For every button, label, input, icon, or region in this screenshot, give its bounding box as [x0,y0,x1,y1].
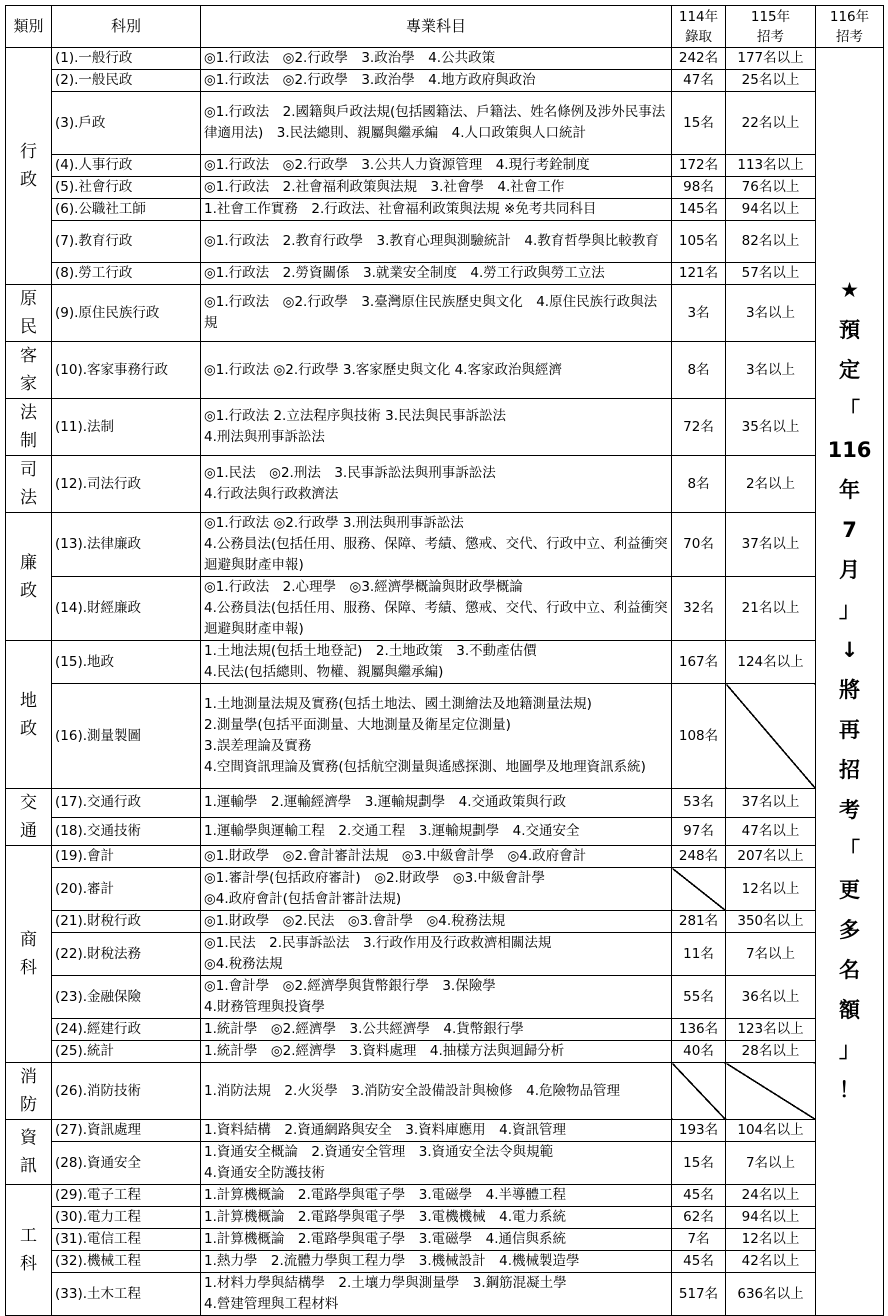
note-char: 」 [839,1038,860,1062]
department-cell: (18).交通技術 [52,817,201,846]
table-row [6,513,884,577]
note-char: 再 [839,718,860,742]
recruit-115-cell: 113名以上 [726,155,816,177]
department-cell: (20).審計 [52,868,201,911]
note-char: 定 [839,358,860,382]
category-label: 原民 [20,289,37,337]
table-row [6,684,884,789]
department-cell: (1).一般行政 [52,48,201,70]
admitted-114-cell: 193名 [672,1120,726,1142]
subjects-cell: 1.運輸學 2.運輸經濟學 3.運輸規劃學 4.交通政策與行政 [201,789,672,818]
department-cell: (17).交通行政 [52,789,201,818]
recruit-115-cell: 636名以上 [726,1273,816,1316]
department-cell: (13).法律廉政 [52,513,201,577]
table-row [6,155,884,177]
category-cell [6,456,52,513]
note-char: ★ [840,278,859,302]
recruit-115-cell: 124名以上 [726,641,816,684]
subjects-cell: 1.計算機概論 2.電路學與電子學 3.電磁學 4.半導體工程 [201,1185,672,1207]
department-cell: (2).一般民政 [52,70,201,92]
admitted-114-cell: 8名 [672,342,726,399]
table-row [6,1251,884,1273]
note-char: ！ [839,1078,860,1102]
note-char: 「 [839,838,860,862]
table-row [6,1273,884,1316]
subjects-cell: 1.統計學 ◎2.經濟學 3.公共經濟學 4.貨幣銀行學 [201,1019,672,1041]
recruit-115-cell: 22名以上 [726,92,816,155]
admitted-114-cell: 15名 [672,1142,726,1185]
header-114-line2: 錄取 [685,28,712,45]
table-row [6,976,884,1019]
header-116 [816,6,884,48]
department-cell: (5).社會行政 [52,177,201,199]
note-char: 額 [839,998,860,1022]
header-category: 類別 [6,6,52,48]
note-char: 年 [839,478,860,502]
subjects-cell: ◎1.行政法 2.勞資關係 3.就業安全制度 4.勞工行政與勞工立法 [201,263,672,285]
subjects-cell: ◎1.會計學 ◎2.經濟學與貨幣銀行學 3.保險學 4.財務管理與投資學 [201,976,672,1019]
department-cell: (11).法制 [52,399,201,456]
department-cell: (4).人事行政 [52,155,201,177]
note-char: 名 [839,958,860,982]
admitted-114-cell: 121名 [672,263,726,285]
department-cell: (32).機械工程 [52,1251,201,1273]
admitted-114-cell: 72名 [672,399,726,456]
header-116-line1: 116年 [829,8,870,25]
recruit-115-cell: 123名以上 [726,1019,816,1041]
header-department: 科別 [52,6,201,48]
recruit-115-cell: 37名以上 [726,789,816,818]
department-cell: (3).戶政 [52,92,201,155]
table-row [6,911,884,933]
category-label: 行政 [20,142,37,190]
department-cell: (24).經建行政 [52,1019,201,1041]
admitted-114-cell: 40名 [672,1041,726,1063]
department-cell: (29).電子工程 [52,1185,201,1207]
subjects-cell: 1.運輸學與運輸工程 2.交通工程 3.運輸規劃學 4.交通安全 [201,817,672,846]
admitted-114-cell: 70名 [672,513,726,577]
admitted-114-cell: 45名 [672,1185,726,1207]
department-cell: (8).勞工行政 [52,263,201,285]
subjects-cell: ◎1.行政法 ◎2.行政學 3.刑法與刑事訴訟法 4.公務員法(包括任用、服務、保障、考績、懲戒、交代、行政中立、利益衝突迴避與財產申報) [201,513,672,577]
admitted-114-cell: 11名 [672,933,726,976]
table-row [6,285,884,342]
subjects-cell: ◎1.行政法 ◎2.行政學 3.客家歷史與文化 4.客家政治與經濟 [201,342,672,399]
admitted-114-cell: 172名 [672,155,726,177]
subjects-cell: ◎1.民法 ◎2.刑法 3.民事訴訟法與刑事訴訟法 4.行政法與行政救濟法 [201,456,672,513]
header-115-line1: 115年 [750,8,791,25]
admitted-114-cell: 8名 [672,456,726,513]
category-label: 消防 [20,1067,37,1115]
table-row [6,1207,884,1229]
subjects-cell: 1.土地測量法規及實務(包括土地法、國土測繪法及地籍測量法規) 2.測量學(包括平面測量、大地測量及衛星定位測量) 3.誤差理論及實務 4.空間資訊理論及實務(包括航空測量與遙感探測、地圖學及地理資訊系統) [201,684,672,789]
admitted-114-cell: 242名 [672,48,726,70]
admitted-114-cell: 53名 [672,789,726,818]
admitted-114-cell: 136名 [672,1019,726,1041]
recruit-115-cell: 7名以上 [726,1142,816,1185]
note-char: 招 [839,758,860,782]
subjects-cell: 1.計算機概論 2.電路學與電子學 3.電磁學 4.通信與系統 [201,1229,672,1251]
admitted-114-cell: 97名 [672,817,726,846]
table-row [6,817,884,846]
subjects-cell: ◎1.行政法 ◎2.行政學 3.臺灣原住民族歷史與文化 4.原住民族行政與法規 [201,285,672,342]
subjects-cell: 1.熱力學 2.流體力學與工程力學 3.機械設計 4.機械製造學 [201,1251,672,1273]
table-row [6,868,884,911]
department-cell: (30).電力工程 [52,1207,201,1229]
category-cell [6,846,52,1063]
admitted-114-cell: 517名 [672,1273,726,1316]
note-116-cell [816,48,884,1316]
recruit-115-cell: 207名以上 [726,846,816,868]
recruit-115-cell: 7名以上 [726,933,816,976]
subjects-cell: ◎1.行政法 2.教育行政學 3.教育心理與測驗統計 4.教育哲學與比較教育 [201,221,672,263]
note-char: 預 [839,318,860,342]
table-row [6,48,884,70]
recruit-115-cell: 24名以上 [726,1185,816,1207]
table-row [6,1185,884,1207]
admitted-114-cell: 15名 [672,92,726,155]
department-cell: (26).消防技術 [52,1063,201,1120]
subjects-cell: 1.統計學 ◎2.經濟學 3.資料處理 4.抽樣方法與迴歸分析 [201,1041,672,1063]
department-cell: (25).統計 [52,1041,201,1063]
recruit-115-empty [726,684,816,789]
recruit-115-cell: 94名以上 [726,199,816,221]
category-label: 法制 [20,403,37,451]
header-115 [726,6,816,48]
category-cell [6,1063,52,1120]
category-cell [6,342,52,399]
table-row [6,92,884,155]
table-row [6,1063,884,1120]
subjects-cell: 1.社會工作實務 2.行政法、社會福利政策與法規 ※免考共同科目 [201,199,672,221]
category-label: 商科 [20,930,37,978]
note-char: 「 [839,398,860,422]
table-row [6,199,884,221]
recruit-115-cell: 42名以上 [726,1251,816,1273]
table-row [6,263,884,285]
admitted-114-cell: 105名 [672,221,726,263]
admitted-114-cell: 3名 [672,285,726,342]
header-115-line2: 招考 [757,28,784,45]
department-cell: (7).教育行政 [52,221,201,263]
department-cell: (21).財稅行政 [52,911,201,933]
admitted-114-cell: 32名 [672,577,726,641]
department-cell: (12).司法行政 [52,456,201,513]
category-cell [6,285,52,342]
department-cell: (14).財經廉政 [52,577,201,641]
department-cell: (28).資通安全 [52,1142,201,1185]
admitted-114-cell: 62名 [672,1207,726,1229]
admitted-114-cell: 47名 [672,70,726,92]
department-cell: (19).會計 [52,846,201,868]
subjects-cell: ◎1.行政法 ◎2.行政學 3.公共人力資源管理 4.現行考銓制度 [201,155,672,177]
recruit-115-cell: 2名以上 [726,456,816,513]
subjects-cell: ◎1.行政法 ◎2.行政學 3.政治學 4.地方政府與政治 [201,70,672,92]
note-char: 7 [842,518,857,542]
note-char: 116 [827,438,872,462]
department-cell: (16).測量製圖 [52,684,201,789]
category-cell [6,1120,52,1185]
category-label: 資訊 [20,1128,37,1176]
table-row [6,1041,884,1063]
note-char: 考 [839,798,860,822]
note-char: 月 [839,558,860,582]
subjects-cell: 1.土地法規(包括土地登記) 2.土地政策 3.不動產估價 4.民法(包括總則、物權、親屬與繼承編) [201,641,672,684]
category-label: 廉政 [20,552,37,601]
department-cell: (15).地政 [52,641,201,684]
recruit-115-cell: 177名以上 [726,48,816,70]
note-char: 更 [839,878,860,902]
subjects-cell: ◎1.行政法 ◎2.行政學 3.政治學 4.公共政策 [201,48,672,70]
admitted-114-cell: 145名 [672,199,726,221]
recruit-115-cell: 47名以上 [726,817,816,846]
table-row [6,846,884,868]
department-cell: (10).客家事務行政 [52,342,201,399]
table-row [6,221,884,263]
recruit-115-cell: 57名以上 [726,263,816,285]
recruit-115-cell: 35名以上 [726,399,816,456]
department-cell: (27).資訊處理 [52,1120,201,1142]
department-cell: (6).公職社工師 [52,199,201,221]
recruit-115-cell: 36名以上 [726,976,816,1019]
table-row [6,1142,884,1185]
note-char: ↓ [840,638,859,662]
subjects-cell: ◎1.財政學 ◎2.會計審計法規 ◎3.中級會計學 ◎4.政府會計 [201,846,672,868]
header-114-line1: 114年 [678,8,719,25]
department-cell: (9).原住民族行政 [52,285,201,342]
table-row [6,342,884,399]
table-row [6,70,884,92]
department-cell: (31).電信工程 [52,1229,201,1251]
admitted-114-cell: 7名 [672,1229,726,1251]
table-row [6,177,884,199]
admitted-114-empty [672,1063,726,1120]
subjects-cell: 1.計算機概論 2.電路學與電子學 3.電機機械 4.電力系統 [201,1207,672,1229]
recruit-115-cell: 94名以上 [726,1207,816,1229]
category-label: 交通 [20,793,37,841]
category-cell [6,641,52,789]
category-label: 司法 [20,460,37,508]
admitted-114-cell: 98名 [672,177,726,199]
category-cell [6,1185,52,1316]
category-cell [6,789,52,846]
subjects-cell: 1.材料力學與結構學 2.土壤力學與測量學 3.鋼筋混凝土學 4.營建管理與工程材料 [201,1273,672,1316]
department-cell: (22).財稅法務 [52,933,201,976]
table-row [6,577,884,641]
header-subjects: 專業科目 [201,6,672,48]
subjects-cell: ◎1.行政法 2.心理學 ◎3.經濟學概論與財政學概論 4.公務員法(包括任用、服務、保障、考績、懲戒、交代、行政中立、利益衝突迴避與財產申報) [201,577,672,641]
recruit-115-cell: 21名以上 [726,577,816,641]
admitted-114-cell: 167名 [672,641,726,684]
subjects-cell: ◎1.行政法 2.立法程序與技術 3.民法與民事訴訟法 4.刑法與刑事訴訟法 [201,399,672,456]
note-char: 」 [839,598,860,622]
category-label: 客家 [20,346,37,394]
recruit-115-empty [726,1063,816,1120]
admitted-114-cell: 281名 [672,911,726,933]
subjects-cell: ◎1.審計學(包括政府審計) ◎2.財政學 ◎3.中級會計學 ◎4.政府會計(包括會計審計法規) [201,868,672,911]
recruit-115-cell: 12名以上 [726,1229,816,1251]
admitted-114-empty [672,868,726,911]
subjects-cell: 1.資料結構 2.資通網路與安全 3.資料庫應用 4.資訊管理 [201,1120,672,1142]
table-row [6,789,884,818]
category-label: 地政 [20,690,37,739]
header-116-line2: 招考 [836,28,863,45]
category-cell [6,399,52,456]
recruit-115-cell: 82名以上 [726,221,816,263]
subjects-cell: ◎1.行政法 2.國籍與戶政法規(包括國籍法、戶籍法、姓名條例及涉外民事法律適用法) 3.民法總則、親屬與繼承編 4.人口政策與人口統計 [201,92,672,155]
table-row [6,456,884,513]
subjects-cell: ◎1.財政學 ◎2.民法 ◎3.會計學 ◎4.稅務法規 [201,911,672,933]
admitted-114-cell: 45名 [672,1251,726,1273]
category-cell [6,513,52,641]
recruit-115-cell: 76名以上 [726,177,816,199]
category-cell [6,48,52,285]
department-cell: (23).金融保險 [52,976,201,1019]
subjects-cell: 1.消防法規 2.火災學 3.消防安全設備設計與檢修 4.危險物品管理 [201,1063,672,1120]
admitted-114-cell: 108名 [672,684,726,789]
header-114 [672,6,726,48]
recruit-115-cell: 350名以上 [726,911,816,933]
subjects-cell: ◎1.行政法 2.社會福利政策與法規 3.社會學 4.社會工作 [201,177,672,199]
subjects-cell: 1.資通安全概論 2.資通安全管理 3.資通安全法令與規範 4.資通安全防護技術 [201,1142,672,1185]
table-row [6,1229,884,1251]
exam-table [5,5,884,1316]
recruit-115-cell: 25名以上 [726,70,816,92]
subjects-cell: ◎1.民法 2.民事訴訟法 3.行政作用及行政救濟相關法規 ◎4.稅務法規 [201,933,672,976]
department-cell: (33).土木工程 [52,1273,201,1316]
table-row [6,933,884,976]
table-row [6,1120,884,1142]
recruit-115-cell: 28名以上 [726,1041,816,1063]
note-char: 將 [839,678,860,702]
recruit-115-cell: 104名以上 [726,1120,816,1142]
recruit-115-cell: 12名以上 [726,868,816,911]
recruit-115-cell: 3名以上 [726,285,816,342]
admitted-114-cell: 55名 [672,976,726,1019]
recruit-115-cell: 37名以上 [726,513,816,577]
table-row [6,641,884,684]
recruit-115-cell: 3名以上 [726,342,816,399]
category-label: 工科 [20,1226,37,1274]
admitted-114-cell: 248名 [672,846,726,868]
note-char: 多 [839,918,860,942]
table-row [6,399,884,456]
table-row [6,1019,884,1041]
